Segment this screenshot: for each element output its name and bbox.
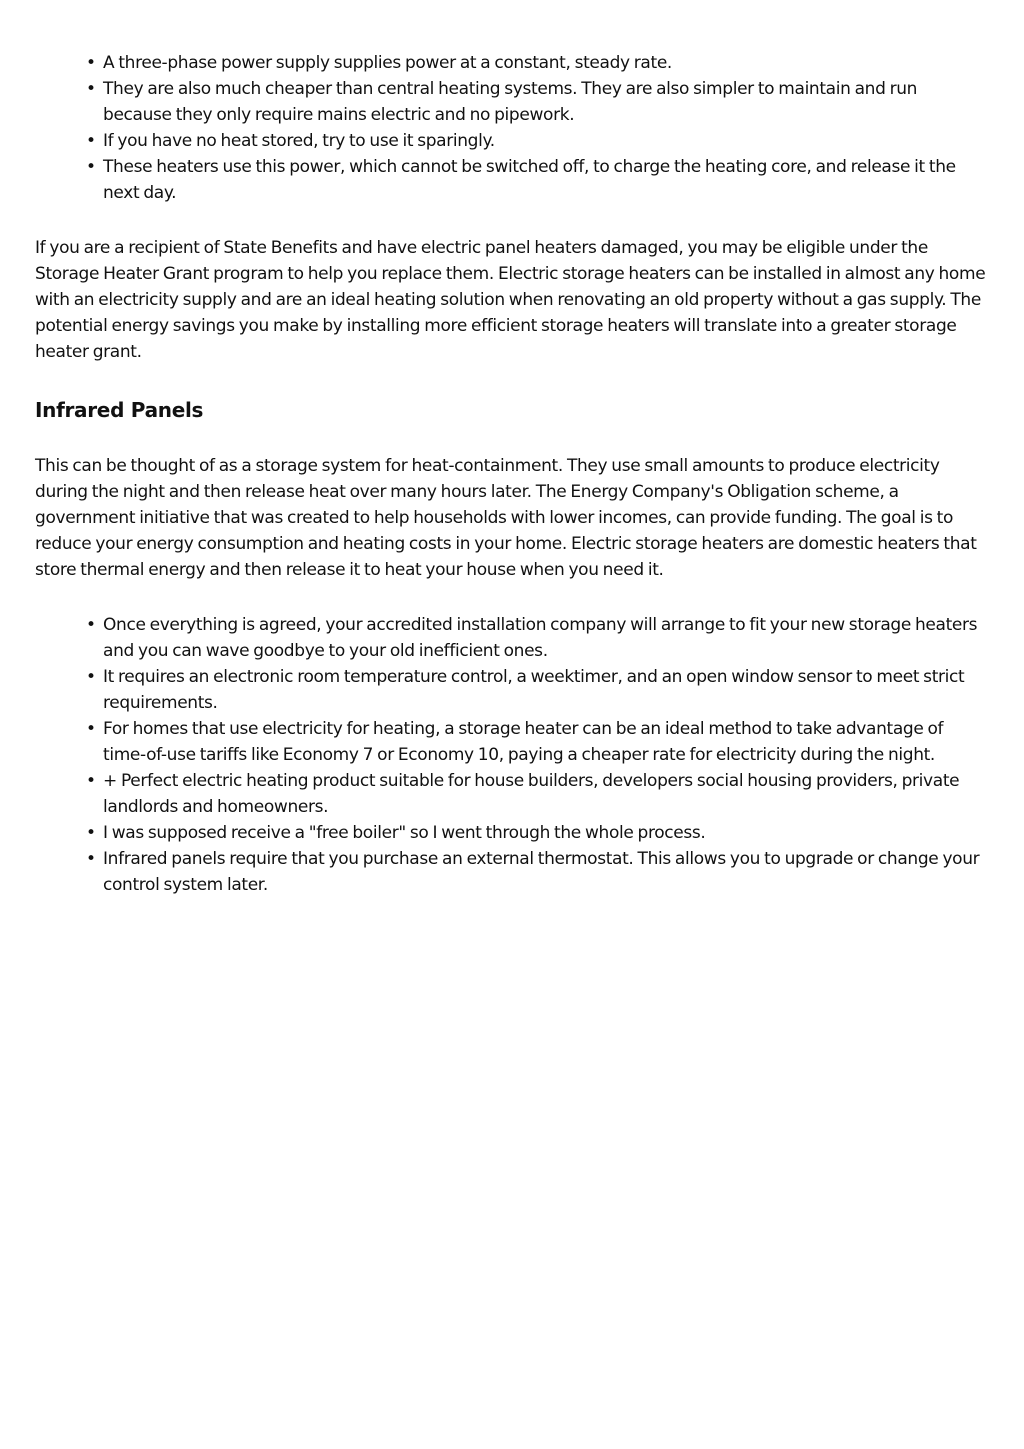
list-item — [35, 664, 989, 716]
document-page — [35, 50, 989, 898]
list-item-text: + Perfect electric heating product suitable for house builders, developers social housing providers, private landlords and homeowners. — [103, 771, 960, 817]
bullet-icon: • — [86, 719, 96, 739]
bullet-list-installation-notes — [35, 612, 989, 898]
bullet-list-heater-facts — [35, 50, 989, 206]
bullet-icon: • — [86, 849, 96, 869]
list-item-text: A three-phase power supply supplies power at a constant, steady rate. — [103, 53, 672, 73]
list-item-text: I was supposed receive a "free boiler" so I went through the whole process. — [103, 823, 706, 843]
list-item — [35, 128, 989, 154]
paragraph-heat-storage: This can be thought of as a storage system for heat-containment. They use small amounts to produce electricity during the night and then release heat over many hours later. The Energy Company's Obligation scheme, a government initiative that was created to help households with lower incomes, can provide funding. The goal is to reduce your energy consumption and heating costs in your home. Electric storage heaters are domestic heaters that store thermal energy and then release it to heat your house when you need it. — [35, 456, 977, 580]
list-item-text: If you have no heat stored, try to use it sparingly. — [103, 131, 495, 151]
bullet-icon: • — [86, 157, 96, 177]
list-item — [35, 154, 989, 206]
bullet-icon: • — [86, 79, 96, 99]
list-item-text: Infrared panels require that you purchase an external thermostat. This allows you to upgrade or change your control system later. — [103, 849, 980, 895]
list-item-text: Once everything is agreed, your accredited installation company will arrange to fit your new storage heaters and you can wave goodbye to your old inefficient ones. — [103, 615, 978, 661]
paragraph-grant-eligibility: If you are a recipient of State Benefits and have electric panel heaters damaged, you may be eligible under the Storage Heater Grant program to help you replace them. Electric storage heaters can be installed in almost any home with an electricity supply and are an ideal heating solution when renovating an old property without a gas supply. The potential energy savings you make by installing more efficient storage heaters will translate into a greater storage heater grant. — [35, 238, 986, 362]
list-item — [35, 716, 989, 768]
list-item-text: For homes that use electricity for heating, a storage heater can be an ideal method to take advantage of time-of-use tariffs like Economy 7 or Economy 10, paying a cheaper rate for electricity during the night. — [103, 719, 944, 765]
list-item — [35, 820, 989, 846]
list-item-text: They are also much cheaper than central heating systems. They are also simpler to maintain and run because they only require mains electric and no pipework. — [103, 79, 918, 125]
list-item — [35, 76, 989, 128]
list-item — [35, 768, 989, 820]
bullet-icon: • — [86, 823, 96, 843]
list-item — [35, 846, 989, 898]
bullet-icon: • — [86, 771, 96, 791]
list-item — [35, 50, 989, 76]
list-item-text: These heaters use this power, which cannot be switched off, to charge the heating core, and release it the next day. — [103, 157, 956, 203]
list-item-text: It requires an electronic room temperature control, a weektimer, and an open window sensor to meet strict requirements. — [103, 667, 965, 713]
bullet-icon: • — [86, 131, 96, 151]
list-item — [35, 612, 989, 664]
bullet-icon: • — [86, 667, 96, 687]
section-heading-infrared-panels: Infrared Panels — [35, 398, 204, 422]
bullet-icon: • — [86, 53, 96, 73]
bullet-icon: • — [86, 615, 96, 635]
